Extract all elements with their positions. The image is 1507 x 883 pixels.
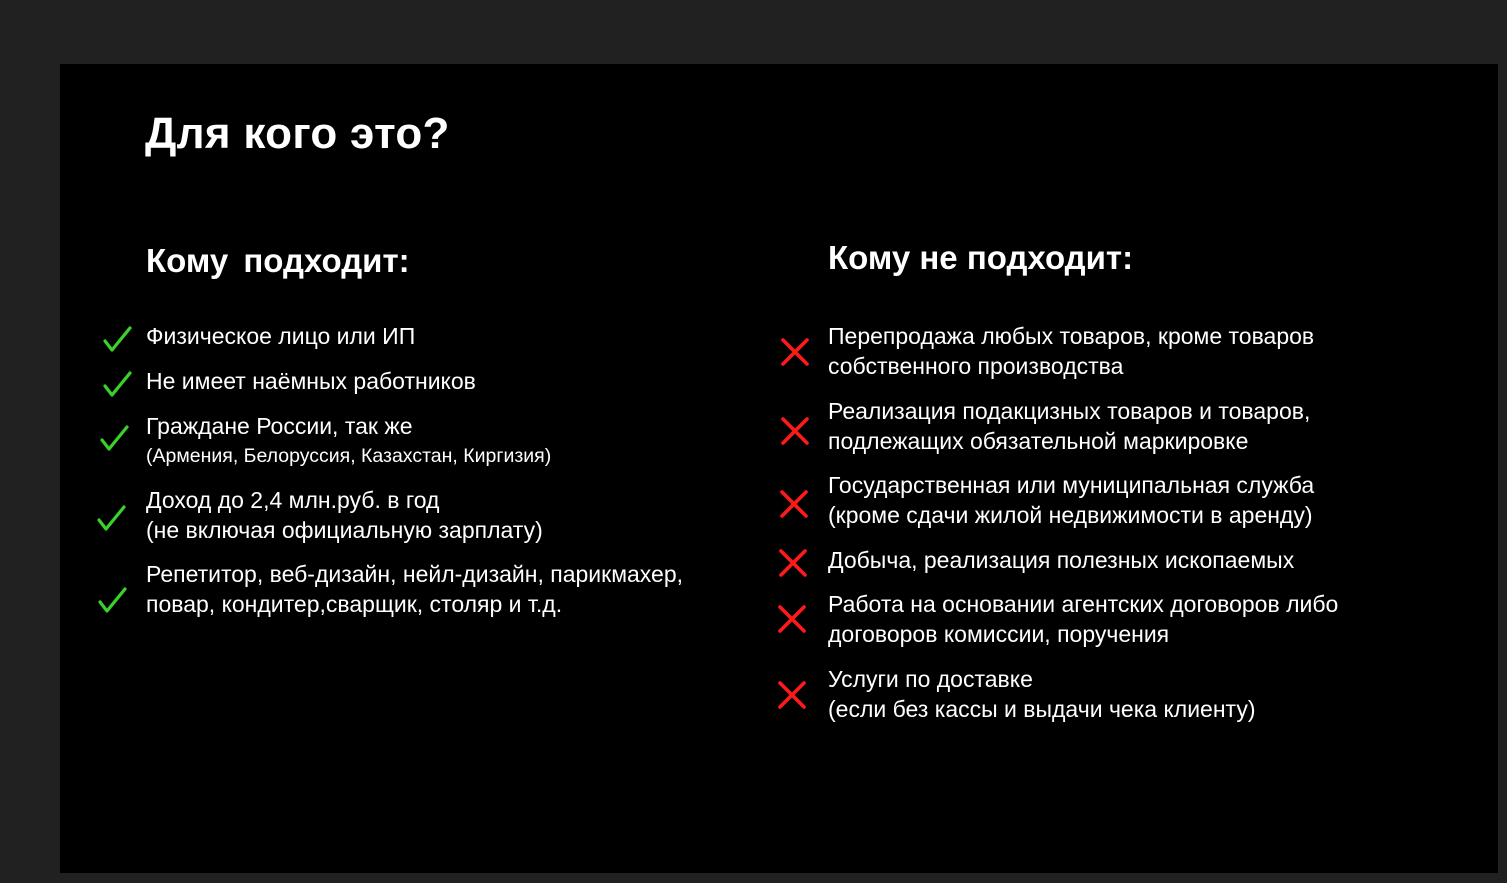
suitable-heading: Кому подходит: bbox=[146, 242, 410, 279]
item-line: подлежащих обязательной маркировке bbox=[828, 427, 1249, 454]
item-line: Государственная или муниципальная служба bbox=[828, 472, 1315, 498]
item-note: (Армения, Белоруссия, Казахстан, Киргизия) bbox=[146, 444, 552, 467]
cross-icon bbox=[777, 413, 813, 449]
not-suitable-item bbox=[828, 665, 1448, 724]
check-icon bbox=[94, 501, 130, 537]
cross-icon bbox=[774, 601, 810, 637]
item-line: Услуги по доставке bbox=[828, 666, 1033, 692]
not-suitable-item bbox=[828, 590, 1448, 649]
item-line: Доход до 2,4 млн.руб. в год bbox=[146, 487, 440, 513]
check-icon bbox=[100, 322, 136, 358]
item-line: договоров комиссии, поручения bbox=[828, 620, 1170, 647]
cross-icon bbox=[774, 677, 810, 713]
check-icon bbox=[100, 367, 136, 403]
item-line: Перепродажа любых товаров, кроме товаров bbox=[828, 323, 1315, 349]
item-line: собственного производства bbox=[828, 352, 1124, 379]
slide-title: Для кого это? bbox=[145, 109, 450, 158]
not-suitable-item bbox=[828, 322, 1448, 381]
item-line: Репетитор, веб-дизайн, нейл-дизайн, парикмахер, повар, кондитер,сварщик, столяр и т.д. bbox=[146, 561, 684, 617]
presentation-slide bbox=[60, 64, 1498, 873]
cross-icon bbox=[776, 486, 812, 522]
cross-icon bbox=[775, 545, 811, 581]
item-line: (если без кассы и выдачи чека клиенту) bbox=[828, 695, 1256, 722]
item-line: (не включая официальную зарплату) bbox=[146, 516, 543, 543]
suitable-item bbox=[146, 322, 746, 352]
item-line: Не имеет наёмных работников bbox=[146, 368, 476, 394]
item-line: Добыча, реализация полезных ископаемых bbox=[828, 547, 1295, 573]
suitable-item bbox=[146, 412, 746, 471]
item-line: Физическое лицо или ИП bbox=[146, 323, 416, 349]
not-suitable-item bbox=[828, 546, 1448, 576]
suitable-item bbox=[146, 486, 746, 545]
not-suitable-item bbox=[828, 471, 1448, 530]
item-line: Граждане России, так же bbox=[146, 413, 413, 439]
cross-icon bbox=[777, 334, 813, 370]
suitable-item bbox=[146, 367, 746, 397]
item-line: (кроме сдачи жилой недвижимости в аренду) bbox=[828, 501, 1313, 528]
check-icon bbox=[95, 583, 131, 619]
check-icon bbox=[97, 421, 133, 457]
item-line: Работа на основании агентских договоров либо bbox=[828, 591, 1339, 617]
not-suitable-item bbox=[828, 397, 1448, 456]
not-suitable-heading: Кому не подходит: bbox=[828, 239, 1134, 276]
item-line: Реализация подакцизных товаров и товаров, bbox=[828, 398, 1311, 424]
suitable-item bbox=[146, 560, 716, 619]
